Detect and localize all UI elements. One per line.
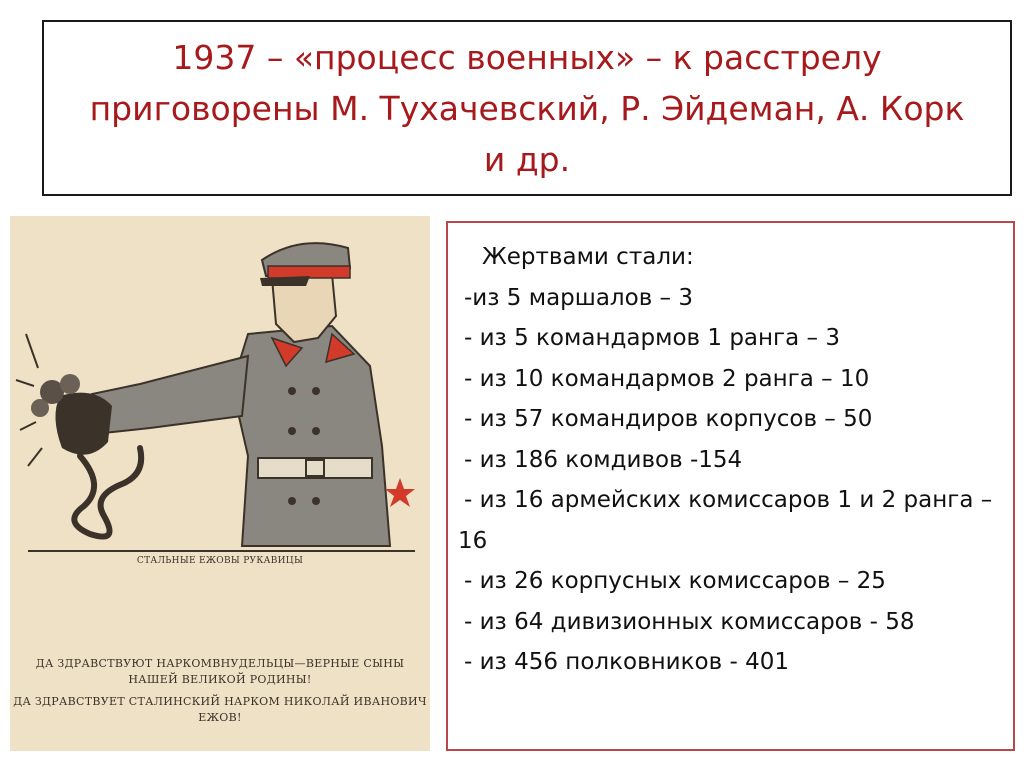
coat-button	[288, 497, 296, 505]
title-box	[42, 20, 1012, 196]
stats-item: - из 186 комдивов -154	[464, 446, 743, 473]
coat-button	[288, 427, 296, 435]
coat-arm	[92, 356, 248, 434]
crushed-figure	[31, 399, 49, 417]
poster-caption: СТАЛЬНЫЕ ЕЖОВЫ РУКАВИЦЫ	[136, 556, 304, 566]
poster-slogan: ДА ЗДРАВСТВУЕТ СТАЛИНСКИЙ НАРКОМ НИКОЛАЙ ИВАНОВИЧ ЕЖОВ!	[13, 695, 427, 724]
victims-stats-box	[446, 221, 1015, 751]
snake	[74, 448, 141, 537]
crushed-figure	[60, 374, 80, 394]
sleeve-star	[385, 478, 415, 507]
impact-line	[20, 422, 36, 430]
coat-button	[288, 387, 296, 395]
coat-button	[312, 387, 320, 395]
stats-item: - из 5 командармов 1 ранга – 3	[464, 325, 840, 351]
stats-item: - из 57 командиров корпусов – 50	[464, 406, 873, 432]
coat-button	[312, 497, 320, 505]
impact-line	[16, 380, 34, 386]
propaganda-poster	[10, 216, 430, 751]
impact-line	[28, 448, 42, 466]
stats-item: - из 10 командармов 2 ранга – 10	[464, 365, 870, 392]
gloved-fist	[55, 393, 112, 455]
stats-item: - из 26 корпусных комиссаров – 25	[464, 568, 886, 594]
slide-title: 1937 – «процесс военных» – к расстрелу приговорены М. Тухачевский, Р. Эйдеман, А. Корк и др.	[89, 37, 965, 179]
stats-item: - из 16 армейских комиссаров 1 и 2 ранга – 16	[458, 487, 993, 554]
coat-button	[312, 427, 320, 435]
poster-slogan: ДА ЗДРАВСТВУЮТ НАРКОМВНУДЕЛЬЦЫ—ВЕРНЫЕ СЫНЫ НАШЕЙ ВЕЛИКОЙ РОДИНЫ!	[35, 657, 405, 686]
stats-heading: Жертвами стали:	[482, 244, 694, 270]
stats-item: -из 5 маршалов – 3	[464, 284, 694, 311]
stats-item: - из 64 дивизионных комиссаров - 58	[464, 608, 915, 635]
impact-line	[26, 334, 38, 368]
stats-list	[458, 278, 1005, 683]
coat-body	[232, 326, 390, 546]
stats-item: - из 456 полковников - 401	[464, 649, 789, 675]
